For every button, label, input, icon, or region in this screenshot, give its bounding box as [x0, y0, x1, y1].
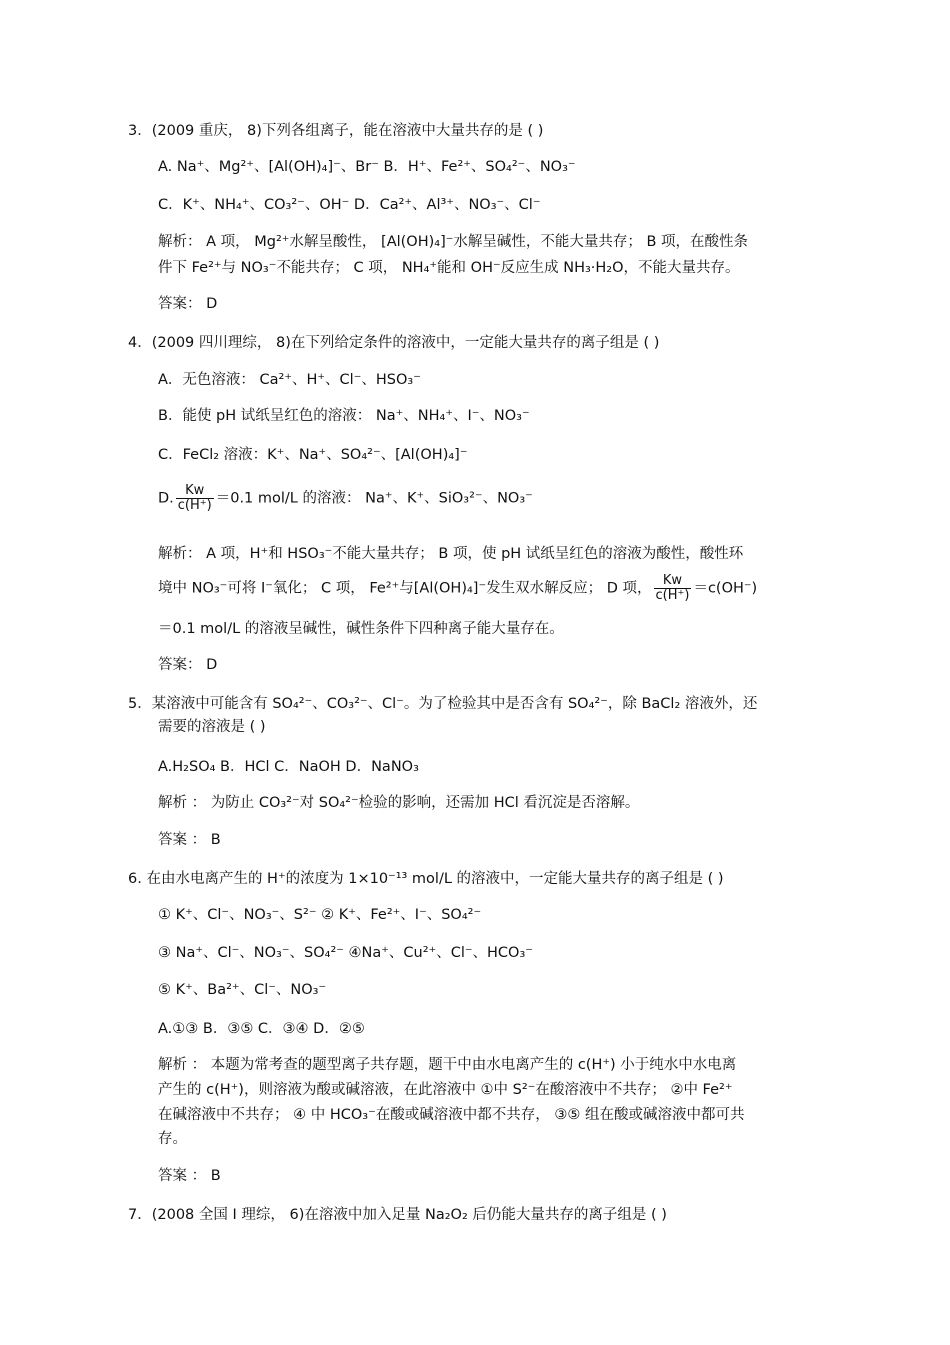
question-6-stem: 6. 在由水电离产生的 H⁺的浓度为 1×10⁻¹³ mol/L 的溶液中，一定能大量共存的离子组是 ( ) [128, 871, 724, 887]
fraction-denominator: c(H⁺) [177, 498, 212, 513]
option-d-label: D. [158, 490, 174, 507]
question-6-group-5: ⑤ K⁺、Ba²⁺、Cl⁻、NO₃⁻ [158, 982, 327, 998]
question-6-analysis-line2: 产生的 c(H⁺)，则溶液为酸或碱溶液，在此溶液中 ①中 S²⁻在酸溶液中不共存； ②中 Fe²⁺ [158, 1082, 733, 1098]
question-4-answer: 答案： D [158, 657, 218, 673]
kw-fraction [176, 484, 214, 513]
option-d-text: ＝0.1 mol/L 的溶液： Na⁺、K⁺、SiO₃²⁻、NO₃⁻ [215, 490, 533, 507]
question-4-option-b: B．能使 pH 试纸呈红色的溶液： Na⁺、NH₄⁺、I⁻、NO₃⁻ [158, 408, 530, 424]
question-5-stem-line2: 需要的溶液是 ( ) [158, 719, 266, 735]
kw-fraction-2 [654, 574, 692, 603]
question-7-stem: 7．(2008 全国 Ⅰ 理综， 6)在溶液中加入足量 Na₂O₂ 后仍能大量共存的离子组是 ( ) [128, 1207, 667, 1223]
question-6-groups-3-4: ③ Na⁺、Cl⁻、NO₃⁻、SO₄²⁻ ④Na⁺、Cu²⁺、Cl⁻、HCO₃⁻ [158, 945, 533, 961]
fraction-numerator: Kw [176, 484, 214, 499]
question-3-analysis-line1: 解析： A 项， Mg²⁺水解呈酸性， [Al(OH)₄]⁻水解呈碱性，不能大量共存； B 项，在酸性条 [158, 234, 749, 250]
question-4-stem: 4．(2009 四川理综， 8)在下列给定条件的溶液中，一定能大量共存的离子组是 ( ) [128, 335, 660, 351]
question-5-analysis: 解析 ： 为防止 CO₃²⁻对 SO₄²⁻检验的影响，还需加 HCl 看沉淀是否溶解。 [158, 795, 640, 811]
analysis-text: 境中 NO₃⁻可将 I⁻氧化； C 项， Fe²⁺与[Al(OH)₄]⁻发生双水解反应； D 项， [158, 580, 652, 597]
question-6-answer: 答案 ： B [158, 1168, 221, 1184]
question-5-answer: 答案 ： B [158, 832, 221, 848]
question-6-analysis-line4: 存。 [158, 1131, 187, 1147]
question-3-answer: 答案： D [158, 296, 218, 312]
question-4-analysis-line1: 解析： A 项，H⁺和 HSO₃⁻不能大量共存； B 项，使 pH 试纸呈红色的溶液为酸性，酸性环 [158, 546, 744, 562]
question-5-stem-line1: 5．某溶液中可能含有 SO₄²⁻、CO₃²⁻、Cl⁻。为了检验其中是否含有 SO₄²⁻，除 BaCl₂ 溶液外，还 [128, 696, 758, 712]
question-6-options: A.①③ B．③⑤ C．③④ D．②⑤ [158, 1021, 365, 1037]
analysis-tail: ＝c(OH⁻) [693, 580, 758, 597]
fraction-numerator: Kw [654, 574, 692, 589]
question-5-options: A.H₂SO₄ B．HCl C．NaOH D．NaNO₃ [158, 759, 419, 775]
question-4-analysis-line2 [158, 574, 757, 603]
question-3-options-ab: A. Na⁺、Mg²⁺、[Al(OH)₄]⁻、Br⁻ B．H⁺、Fe²⁺、SO₄²⁻、NO₃⁻ [158, 159, 576, 175]
question-3-analysis-line2: 件下 Fe²⁺与 NO₃⁻不能共存； C 项， NH₄⁺能和 OH⁻反应生成 NH₃·H₂O，不能大量共存。 [158, 260, 740, 276]
question-6-analysis-line3: 在碱溶液中不共存； ④ 中 HCO₃⁻在酸或碱溶液中都不共存， ③⑤ 组在酸或碱溶液中都可共 [158, 1107, 745, 1123]
question-4-option-c: C．FeCl₂ 溶液：K⁺、Na⁺、SO₄²⁻、[Al(OH)₄]⁻ [158, 447, 468, 463]
question-3-options-cd: C．K⁺、NH₄⁺、CO₃²⁻、OH⁻ D．Ca²⁺、Al³⁺、NO₃⁻、Cl⁻ [158, 197, 541, 213]
question-6-groups-1-2: ① K⁺、Cl⁻、NO₃⁻、S²⁻ ② K⁺、Fe²⁺、I⁻、SO₄²⁻ [158, 907, 482, 923]
question-4-option-d [158, 484, 533, 513]
question-4-analysis-line3: ＝0.1 mol/L 的溶液呈碱性，碱性条件下四种离子能大量存在。 [158, 621, 564, 637]
question-3-stem: 3．(2009 重庆， 8)下列各组离子，能在溶液中大量共存的是 ( ) [128, 123, 544, 139]
question-6-analysis-line1: 解析 ： 本题为常考查的题型离子共存题，题干中由水电离产生的 c(H⁺) 小于纯水中水电离 [158, 1057, 737, 1073]
question-4-option-a: A．无色溶液： Ca²⁺、H⁺、Cl⁻、HSO₃⁻ [158, 372, 421, 388]
fraction-denominator: c(H⁺) [655, 588, 690, 603]
